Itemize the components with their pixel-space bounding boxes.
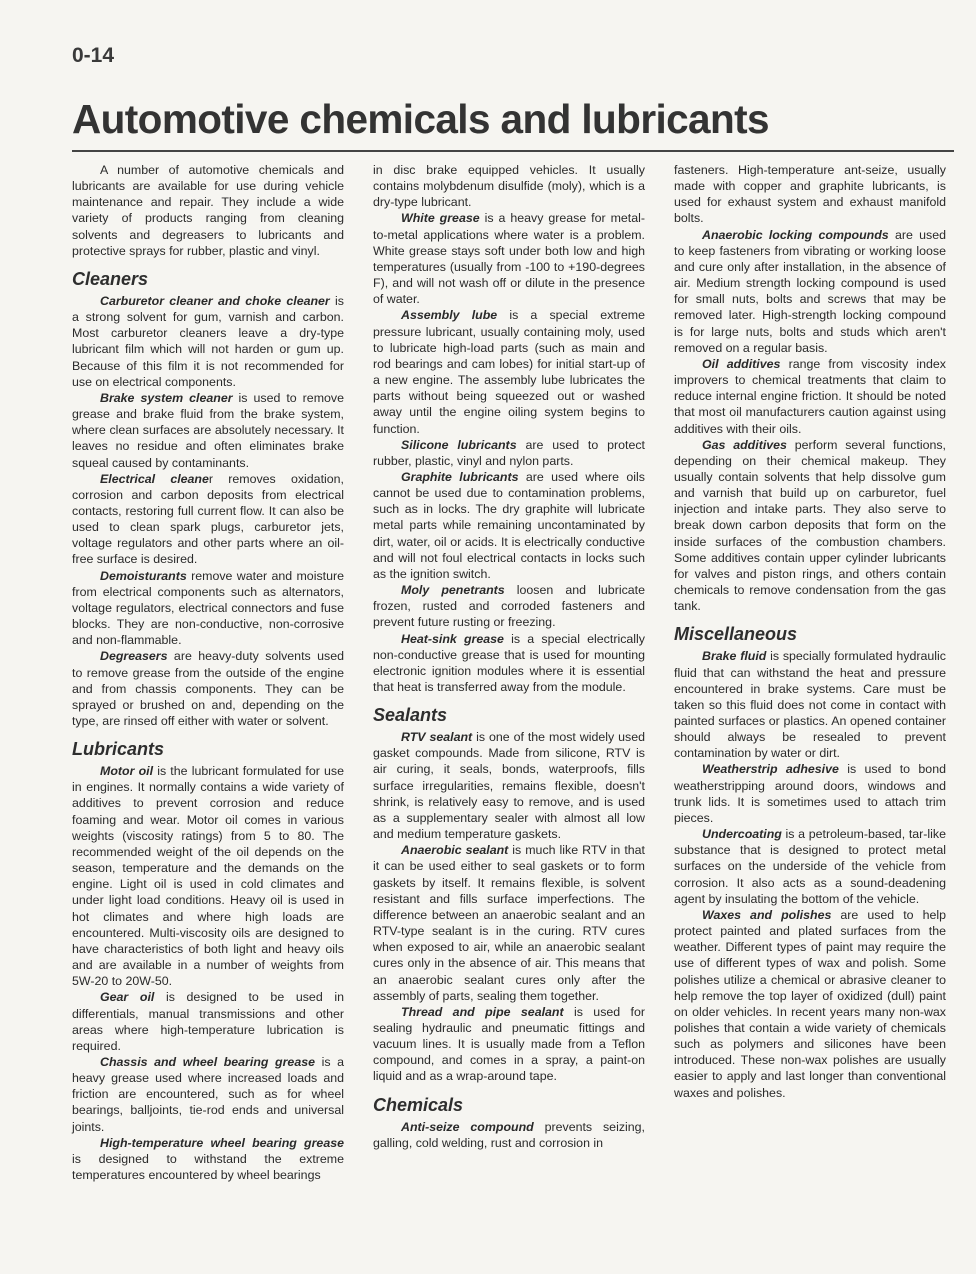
paragraph: [72, 989, 344, 1054]
paragraph-text: perform several functions, depending on their chemical makeup. They usually contain solvents that help dissolve gum and varnish that build up on carburetor, fuel injection and intake parts. They also serve to break down carbon deposits that form on the inside surfaces of the combustion chambers. Some additives contain upper cylinder lubricants for valves and piston rings, and others contain chemicals to remove condensation from the gas tank.: [674, 437, 946, 614]
paragraph-text: is a heavy grease used where increased loads and friction are encountered, such as for wheel bearings, balljoints, tie-rod ends and universal joints.: [72, 1054, 344, 1134]
paragraph: [373, 582, 645, 630]
term-label: High-temperature wheel bearing grease: [100, 1135, 344, 1150]
paragraph: [674, 162, 946, 227]
paragraph: [72, 1054, 344, 1135]
term-label: Motor oil: [100, 764, 154, 779]
paragraph-text: is used to bond weatherstripping around doors, windows and trunk lids. It is sometimes used to attach trim pieces.: [674, 762, 946, 825]
paragraph: [72, 763, 344, 989]
paragraph-text: are heavy-duty solvents used to remove grease from the outside of the engine and from chassis components. They can be sprayed or brushed on and, depending on the type, are rinsed off either with water or solvent.: [72, 649, 344, 728]
title-rule: [72, 150, 954, 152]
paragraph: [674, 648, 946, 761]
paragraph: [72, 390, 344, 471]
section-heading: Sealants: [373, 705, 448, 726]
section-heading: Chemicals: [373, 1094, 464, 1115]
paragraph: [373, 1119, 645, 1151]
term-label: Carburetor cleaner and choke cleaner: [100, 293, 330, 308]
column-1: [72, 162, 344, 1183]
paragraph-text: fasteners. High-temperature ant-seize, usually made with copper and graphite lubricants, is used for exhaust system and exhaust manifold bolts.: [674, 163, 946, 226]
paragraph: [373, 631, 645, 696]
term-label: Silicone lubricants: [401, 437, 517, 452]
paragraph-text: range from viscosity index improvers to chemical treatments that claim to reduce internal engine friction. It should be noted that most oil manufacturers caution against using additives with their oils.: [674, 356, 946, 436]
term-label: Assembly lube: [401, 308, 498, 323]
term-label: Oil additives: [702, 356, 781, 371]
paragraph: [72, 293, 344, 390]
term-label: Gear oil: [100, 990, 155, 1005]
term-label: Brake fluid: [702, 649, 767, 664]
paragraph-text: is specially formulated hydraulic fluid that can withstand the heat and pressure encountered in brake systems. Care must be taken so this fluid does not come in contact with painted surfaces or plastics. An opened container should always be resealed to prevent contamination by water or dirt.: [674, 649, 946, 761]
paragraph: [72, 648, 344, 729]
term-label: Undercoating: [702, 827, 782, 842]
text-columns: [72, 162, 946, 1183]
paragraph-text: are used where oils cannot be used due to contamination problems, such as in locks. The dry graphite will lubricate metal parts while remaining uncontaminated by dirt, water, oil or acids. It is electrically conductive and will not foul electrical contacts in locks such as the ignition switch.: [373, 469, 646, 581]
paragraph: [72, 568, 344, 649]
paragraph: [373, 307, 645, 436]
paragraph-text: is a strong solvent for gum, varnish and carbon. Most carburetor cleaners leave a dry-type lubricant film which will not harden or gum up. Because of this film it is not recommended for use on electrical components.: [72, 293, 344, 389]
term-label: RTV sealant: [401, 730, 473, 745]
paragraph-text: prevents seizing, galling, cold welding, rust and corrosion in: [373, 1119, 645, 1150]
paragraph: [373, 210, 645, 307]
paragraph: [373, 437, 645, 469]
paragraph-text: remove water and moisture from electrical components such as alternators, voltage regulators, electrical connectors and fuse blocks. They are non-conductive, non-corrosive and non-flammable.: [72, 568, 344, 648]
term-label: Moly penetrants: [401, 583, 505, 598]
paragraph-text: loosen and lubricate frozen, rusted and corroded fasteners and prevent future rusting or freezing.: [373, 583, 645, 630]
paragraph: [72, 471, 344, 568]
paragraph-text: is designed to be used in differentials, manual transmissions and other areas where high-temperature lubrication is required.: [72, 990, 344, 1053]
term-label: White grease: [401, 211, 480, 226]
section-heading: Lubricants: [72, 739, 165, 760]
paragraph: [674, 826, 946, 907]
paragraph-text: is used to remove grease and brake fluid from the brake system, where clean surfaces are absolutely necessary. It leaves no residue and often eliminates brake squeal caused by contaminants.: [72, 390, 344, 470]
page-title: Automotive chemicals and lubricants: [72, 96, 769, 142]
term-label: Anti-seize compound: [401, 1119, 534, 1134]
paragraph-text: is used for sealing hydraulic and pneumatic fittings and vacuum lines. It is usually made from a Teflon compound, and comes in a spray, a paint-on liquid and as a wrap-around tape.: [373, 1004, 646, 1084]
paragraph-text: is a special electrically non-conductive grease that is used for mounting electronic ignition modules where it is essential that heat is transferred away from the module.: [373, 631, 645, 694]
paragraph: [373, 842, 645, 1004]
section-heading: Cleaners: [72, 268, 149, 289]
paragraph: [72, 1135, 344, 1183]
term-label: Degreasers: [100, 649, 168, 664]
paragraph: [373, 162, 645, 210]
paragraph-text: is a special extreme pressure lubricant, usually containing moly, used to lubricate high-load parts (such as main and rod bearings and cam lobes) for initial start-up of a new engine. The assembly lube lubricates the parts without being squeezed out or washed away until the engine oiling system begins to function.: [373, 308, 645, 436]
column-2: [373, 162, 645, 1183]
term-label: Gas additives: [702, 437, 787, 452]
paragraph: [373, 1004, 645, 1085]
page-number: 0-14: [72, 44, 115, 67]
term-label: Electrical cleane: [100, 471, 209, 486]
term-label: Weatherstrip adhesive: [702, 762, 839, 777]
paragraph-text: is the lubricant formulated for use in engines. It normally contains a wide variety of additives to prevent corrosion and reduce foaming and wear. Motor oil comes in various weights (viscosity ratings) from 5 to 80. The recommended weight of the oil depends on the season, temperature and the demands on the engine. Light oil is used in cold climates and under light load conditions. Heavy oil is used in hot climates and where high loads are encountered. Multi-viscosity oils are designed to have characteristics of both light and heavy oils and are available in a number of weights from 5W-20 to 20W-50.: [72, 764, 344, 989]
paragraph: [674, 907, 946, 1101]
term-label: Demoisturants: [100, 568, 187, 583]
term-label: Waxes and polishes: [702, 907, 832, 922]
paragraph: [674, 761, 946, 826]
paragraph: [674, 437, 946, 615]
paragraph-text: A number of automotive chemicals and lubricants are available for use during vehicle maintenance and repair. They include a wide variety of products ranging from cleaning solvents and degreasers to lubricants and protective sprays for rubber, plastic and vinyl.: [72, 163, 344, 258]
term-label: Anaerobic sealant: [401, 843, 509, 858]
paragraph-text: r removes oxidation, corrosion and carbon deposits from electrical contacts, restoring full current flow. It can also be used to clean spark plugs, carburetor jets, voltage regulators and other parts where an oil-free surface is desired.: [72, 471, 344, 567]
paragraph: [373, 469, 645, 582]
paragraph: [674, 227, 946, 356]
term-label: Chassis and wheel bearing grease: [100, 1054, 315, 1069]
paragraph-text: is one of the most widely used gasket compounds. Made from silicone, RTV is air curing, it seals, bonds, waterproofs, fills surface irregularities, remains flexible, doesn't shrink, is relatively easy to remove, and is used as a supplementary sealer with almost all low and medium temperature gaskets.: [373, 730, 645, 842]
paragraph-text: is a heavy grease for metal-to-metal applications where water is a problem. White grease stays soft under both low and high temperatures (usually from -100 to +190-degrees F), and will not wash off or dilute in the presence of water.: [373, 211, 645, 307]
term-label: Anaerobic locking compounds: [702, 227, 889, 242]
paragraph-text: is designed to withstand the extreme temperatures encountered by wheel bearings: [72, 1151, 344, 1183]
paragraph-text: are used to protect rubber, plastic, vinyl and nylon parts.: [373, 437, 646, 468]
term-label: Thread and pipe sealant: [401, 1004, 564, 1019]
paragraph: [373, 729, 645, 842]
term-label: Heat-sink grease: [401, 631, 504, 646]
paragraph-text: in disc brake equipped vehicles. It usually contains molybdenum disulfide (moly), which is a dry-type lubricant.: [373, 163, 645, 210]
paragraph: [72, 162, 344, 259]
column-3: [674, 162, 946, 1183]
term-label: Brake system cleaner: [100, 390, 233, 405]
paragraph-text: is much like RTV in that it can be used either to seal gaskets or to form gaskets by itself. It remains flexible, is solvent resistant and fills surface imperfections. The difference between an anaerobic sealant and an RTV-type sealant is in the curing. RTV cures when exposed to air, while an anaerobic sealant cures only in the absence of air. This means that an anaerobic sealant cures only after the assembly of parts, sealing them together.: [373, 843, 645, 1003]
paragraph-text: are used to keep fasteners from vibrating or working loose and cure only after installation, in the absence of air. Medium strength locking compound is used for small nuts, bolts and screws that may be removed later. High-strength locking compound is for large nuts, bolts and studs which aren't removed on a regular basis.: [674, 227, 946, 355]
section-heading: Miscellaneous: [674, 624, 798, 645]
paragraph-text: are used to help protect painted and plated surfaces from the weather. Different types of paint may require the use of different types of wax and polish. Some polishes utilize a chemical or abrasive cleaner to help remove the top layer of oxidized (dull) paint on older vehicles. In recent years many non-wax polishes that contain a wide variety of chemicals such as polymers and silicones have been introduced. These non-wax polishes are usually easier to apply and last longer than conventional waxes and polishes.: [674, 907, 946, 1100]
term-label: Graphite lubricants: [401, 469, 519, 484]
paragraph: [674, 356, 946, 437]
paragraph-text: is a petroleum-based, tar-like substance that is designed to protect metal surfaces on the underside of the vehicle from corrosion. It also acts as a sound-deadening agent by insulating the bottom of the vehicle.: [674, 827, 946, 906]
